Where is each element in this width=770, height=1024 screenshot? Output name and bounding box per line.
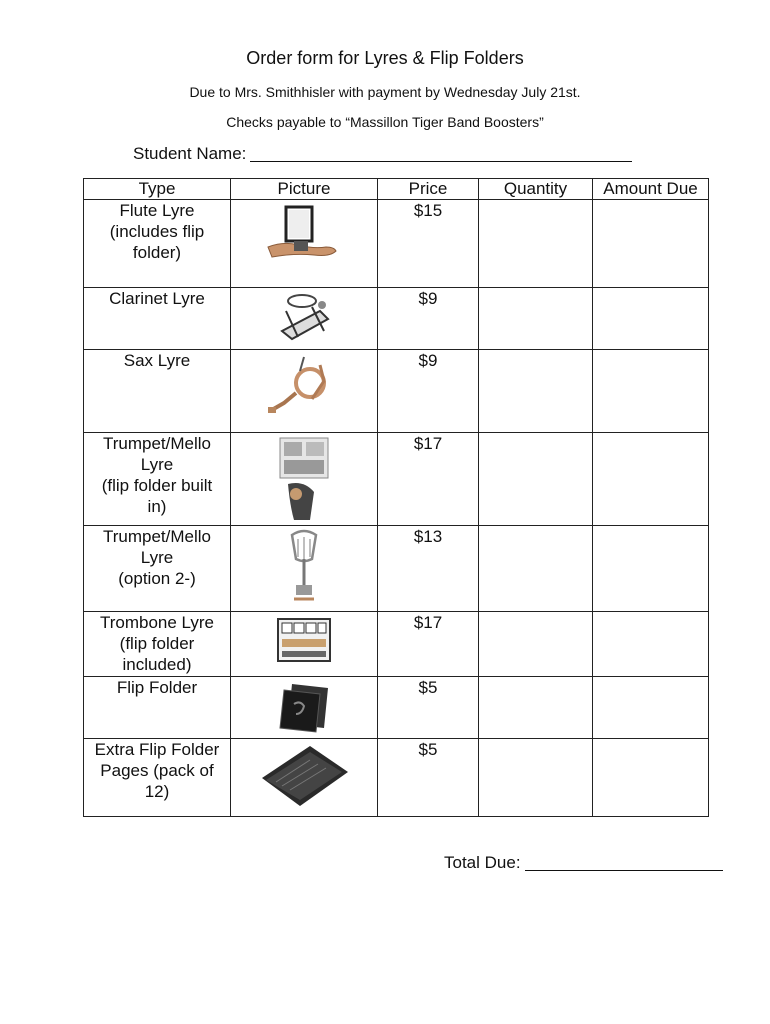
sax-lyre-image [231, 350, 378, 433]
table-row [84, 350, 709, 433]
item-price: $17 [378, 433, 479, 526]
trombone-lyre-image [231, 612, 378, 677]
trumpet-lyre-option2-image [231, 526, 378, 612]
quantity-cell[interactable] [479, 526, 593, 612]
quantity-cell[interactable] [479, 350, 593, 433]
item-type: Trombone Lyre (flip folder included) [84, 612, 231, 677]
item-type: Clarinet Lyre [84, 288, 231, 350]
total-due-label: Total Due: [444, 853, 521, 872]
item-type: Trumpet/Mello Lyre (option 2-) [84, 526, 231, 612]
quantity-cell[interactable] [479, 612, 593, 677]
item-type: Extra Flip Folder Pages (pack of 12) [84, 739, 231, 817]
amount-due-cell[interactable] [593, 433, 709, 526]
flute-lyre-image [231, 200, 378, 288]
amount-due-cell[interactable] [593, 200, 709, 288]
amount-due-cell[interactable] [593, 288, 709, 350]
clarinet-lyre-image [231, 288, 378, 350]
amount-due-cell[interactable] [593, 677, 709, 739]
item-type: Flip Folder [84, 677, 231, 739]
item-price: $17 [378, 612, 479, 677]
col-header-amount-due: Amount Due [593, 179, 709, 200]
item-type: Flute Lyre (includes flip folder) [84, 200, 231, 288]
table-row [84, 677, 709, 739]
item-price: $5 [378, 677, 479, 739]
col-header-type: Type [84, 179, 231, 200]
amount-due-cell[interactable] [593, 739, 709, 817]
student-name-line[interactable] [250, 145, 632, 162]
student-name-label: Student Name: [133, 144, 247, 163]
quantity-cell[interactable] [479, 433, 593, 526]
table-row [84, 433, 709, 526]
quantity-cell[interactable] [479, 288, 593, 350]
item-price: $5 [378, 739, 479, 817]
total-due-field[interactable] [444, 853, 723, 873]
order-table [83, 178, 709, 817]
flip-folder-pages-image [231, 739, 378, 817]
checks-payable-note: Checks payable to “Massillon Tiger Band Boosters” [226, 114, 544, 130]
amount-due-cell[interactable] [593, 612, 709, 677]
student-name-field[interactable] [133, 144, 632, 164]
due-instructions: Due to Mrs. Smithhisler with payment by Wednesday July 21st. [189, 84, 581, 100]
table-row [84, 200, 709, 288]
quantity-cell[interactable] [479, 677, 593, 739]
col-header-quantity: Quantity [479, 179, 593, 200]
col-header-price: Price [378, 179, 479, 200]
total-due-line[interactable] [525, 854, 723, 871]
item-price: $9 [378, 350, 479, 433]
item-price: $13 [378, 526, 479, 612]
col-header-picture: Picture [231, 179, 378, 200]
quantity-cell[interactable] [479, 739, 593, 817]
item-type: Sax Lyre [84, 350, 231, 433]
item-price: $15 [378, 200, 479, 288]
trumpet-lyre-folder-image [231, 433, 378, 526]
table-row [84, 612, 709, 677]
table-row [84, 739, 709, 817]
quantity-cell[interactable] [479, 200, 593, 288]
item-price: $9 [378, 288, 479, 350]
amount-due-cell[interactable] [593, 350, 709, 433]
item-type: Trumpet/Mello Lyre (flip folder built in) [84, 433, 231, 526]
table-row [84, 526, 709, 612]
flip-folder-image [231, 677, 378, 739]
form-title: Order form for Lyres & Flip Folders [246, 48, 524, 68]
table-row [84, 288, 709, 350]
amount-due-cell[interactable] [593, 526, 709, 612]
